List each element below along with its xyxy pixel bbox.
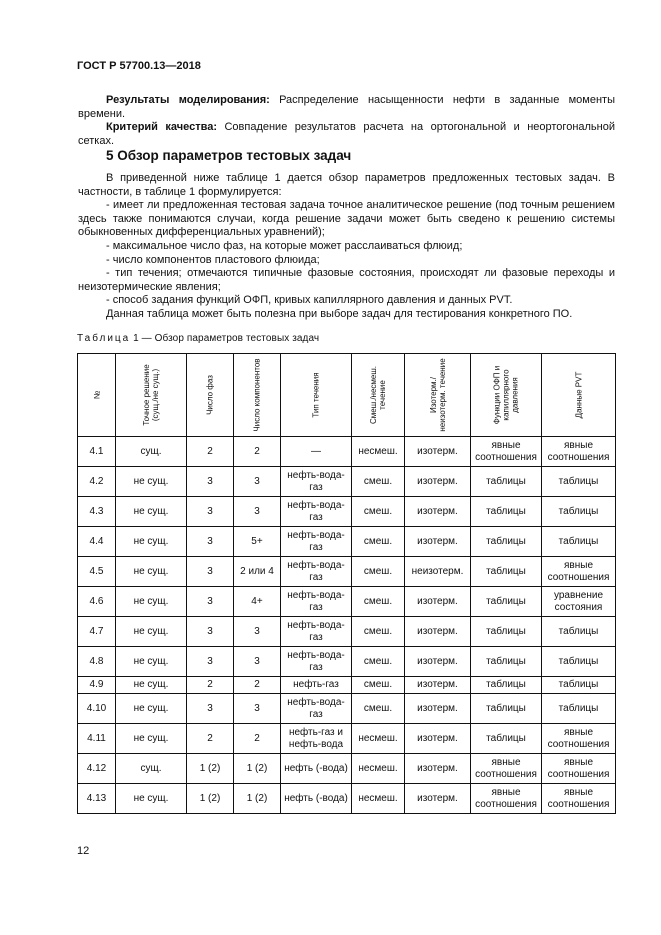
cell-component-count: 2: [234, 724, 281, 754]
cell-relperm: таблицы: [471, 694, 542, 724]
body-text: [78, 172, 615, 322]
table-row: [78, 784, 616, 814]
cell-isothermal: изотерм.: [405, 677, 471, 694]
cell-miscibility: смеш.: [352, 527, 405, 557]
cell-isothermal: изотерм.: [405, 527, 471, 557]
table-row: [78, 694, 616, 724]
cell-exact-solution: не сущ.: [116, 617, 187, 647]
cell-component-count: 1 (2): [234, 754, 281, 784]
header-cell: [405, 354, 471, 437]
cell-number: 4.8: [78, 647, 116, 677]
cell-number: 4.13: [78, 784, 116, 814]
cell-phase-count: 3: [187, 694, 234, 724]
cell-flow-type: нефть-вода-газ: [281, 647, 352, 677]
header-number: №: [92, 390, 101, 400]
cell-miscibility: смеш.: [352, 467, 405, 497]
cell-exact-solution: не сущ.: [116, 784, 187, 814]
cell-component-count: 2 или 4: [234, 557, 281, 587]
cell-flow-type: нефть-газ: [281, 677, 352, 694]
cell-exact-solution: сущ.: [116, 754, 187, 784]
cell-phase-count: 3: [187, 557, 234, 587]
cell-pvt: таблицы: [542, 694, 616, 724]
cell-flow-type: нефть-вода-газ: [281, 587, 352, 617]
cell-relperm: таблицы: [471, 467, 542, 497]
cell-number: 4.7: [78, 617, 116, 647]
cell-exact-solution: не сущ.: [116, 527, 187, 557]
cell-phase-count: 2: [187, 437, 234, 467]
cell-exact-solution: не сущ.: [116, 557, 187, 587]
cell-relperm: явные соотношения: [471, 784, 542, 814]
table-row: [78, 587, 616, 617]
criterion-text: Совпадение результатов расчета на ортогональной и неортогональной сетках.: [78, 121, 615, 147]
cell-flow-type: нефть-вода-газ: [281, 694, 352, 724]
cell-flow-type: нефть (-вода): [281, 754, 352, 784]
cell-miscibility: смеш.: [352, 647, 405, 677]
cell-flow-type: —: [281, 437, 352, 467]
document-header: ГОСТ Р 57700.13—2018: [77, 60, 201, 72]
table-row: [78, 754, 616, 784]
cell-flow-type: нефть-вода-газ: [281, 497, 352, 527]
cell-isothermal: изотерм.: [405, 694, 471, 724]
table-row: [78, 497, 616, 527]
table-caption-word: Таблица: [77, 333, 131, 344]
cell-pvt: уравнение состояния: [542, 587, 616, 617]
cell-miscibility: смеш.: [352, 557, 405, 587]
cell-phase-count: 1 (2): [187, 754, 234, 784]
parameters-table: [77, 353, 616, 814]
cell-component-count: 3: [234, 617, 281, 647]
criterion-label: Критерий качества:: [106, 121, 218, 133]
cell-number: 4.5: [78, 557, 116, 587]
cell-miscibility: смеш.: [352, 677, 405, 694]
criterion-paragraph: [78, 121, 615, 148]
header-cell: [281, 354, 352, 437]
table-caption: [77, 333, 319, 344]
intro-paragraph: В приведенной ниже таблице 1 дается обзор параметров предложенных тестовых задач. В частности, в таблице 1 формулируется:: [78, 172, 615, 198]
cell-flow-type: нефть-вода-газ: [281, 617, 352, 647]
cell-isothermal: изотерм.: [405, 784, 471, 814]
header-isothermal: Изотерм./неизотерм. течение: [428, 358, 447, 432]
cell-phase-count: 2: [187, 724, 234, 754]
cell-exact-solution: сущ.: [116, 437, 187, 467]
cell-isothermal: изотерм.: [405, 437, 471, 467]
header-pvt-data: Данные PVT: [574, 371, 583, 419]
cell-relperm: явные соотношения: [471, 437, 542, 467]
cell-pvt: явные соотношения: [542, 754, 616, 784]
cell-relperm: таблицы: [471, 724, 542, 754]
bullet-item: - способ задания функций ОФП, кривых капиллярного давления и данных PVT.: [106, 294, 513, 307]
header-exact-solution: Точное решение (сущ./не сущ.): [142, 364, 160, 426]
cell-isothermal: изотерм.: [405, 497, 471, 527]
cell-number: 4.1: [78, 437, 116, 467]
table-row: [78, 467, 616, 497]
cell-isothermal: изотерм.: [405, 754, 471, 784]
cell-isothermal: изотерм.: [405, 587, 471, 617]
table-caption-text: 1 — Обзор параметров тестовых задач: [130, 333, 320, 344]
cell-pvt: явные соотношения: [542, 557, 616, 587]
header-miscibility: Смеш./несмеш. течение: [369, 365, 387, 425]
bullet-item: - число компонентов пластового флюида;: [106, 253, 320, 266]
cell-number: 4.12: [78, 754, 116, 784]
cell-phase-count: 3: [187, 527, 234, 557]
cell-miscibility: несмеш.: [352, 754, 405, 784]
cell-miscibility: смеш.: [352, 617, 405, 647]
cell-flow-type: нефть-вода-газ: [281, 467, 352, 497]
cell-phase-count: 3: [187, 617, 234, 647]
cell-relperm: таблицы: [471, 557, 542, 587]
cell-isothermal: изотерм.: [405, 647, 471, 677]
cell-isothermal: изотерм.: [405, 724, 471, 754]
cell-flow-type: нефть-вода-газ: [281, 527, 352, 557]
cell-miscibility: смеш.: [352, 587, 405, 617]
cell-number: 4.4: [78, 527, 116, 557]
cell-isothermal: изотерм.: [405, 617, 471, 647]
cell-phase-count: 3: [187, 587, 234, 617]
cell-exact-solution: не сущ.: [116, 647, 187, 677]
header-relperm-functions: Функции ОФП и капиллярного давления: [492, 365, 520, 425]
cell-flow-type: нефть (-вода): [281, 784, 352, 814]
cell-relperm: явные соотношения: [471, 754, 542, 784]
header-cell: [234, 354, 281, 437]
cell-component-count: 3: [234, 497, 281, 527]
cell-relperm: таблицы: [471, 587, 542, 617]
header-phase-count: Число фаз: [205, 375, 215, 415]
cell-miscibility: смеш.: [352, 694, 405, 724]
header-flow-type: Тип течения: [311, 372, 321, 418]
cell-phase-count: 2: [187, 677, 234, 694]
bullet-item: - максимальное число фаз, на которые может расслаиваться флюид;: [106, 239, 463, 252]
cell-isothermal: изотерм.: [405, 467, 471, 497]
cell-flow-type: нефть-газ и нефть-вода: [281, 724, 352, 754]
cell-number: 4.6: [78, 587, 116, 617]
cell-pvt: таблицы: [542, 467, 616, 497]
cell-relperm: таблицы: [471, 497, 542, 527]
cell-exact-solution: не сущ.: [116, 587, 187, 617]
cell-pvt: таблицы: [542, 677, 616, 694]
header-cell: [471, 354, 542, 437]
cell-component-count: 2: [234, 677, 281, 694]
cell-exact-solution: не сущ.: [116, 467, 187, 497]
cell-flow-type: нефть-вода-газ: [281, 557, 352, 587]
cell-pvt: таблицы: [542, 647, 616, 677]
table-row: [78, 527, 616, 557]
table-row: [78, 647, 616, 677]
results-label: Результаты моделирования:: [106, 94, 270, 106]
cell-component-count: 5+: [234, 527, 281, 557]
results-text: Распределение насыщенности нефти в заданные моменты времени.: [78, 94, 615, 120]
header-cell: [116, 354, 187, 437]
cell-miscibility: несмеш.: [352, 724, 405, 754]
cell-phase-count: 3: [187, 647, 234, 677]
table-header-row: [78, 354, 616, 437]
cell-exact-solution: не сущ.: [116, 497, 187, 527]
table-row: [78, 557, 616, 587]
header-component-count: Число компонентов: [252, 358, 262, 432]
cell-isothermal: неизотерм.: [405, 557, 471, 587]
cell-pvt: таблицы: [542, 617, 616, 647]
cell-pvt: явные соотношения: [542, 437, 616, 467]
cell-phase-count: 3: [187, 467, 234, 497]
cell-exact-solution: не сущ.: [116, 694, 187, 724]
cell-number: 4.10: [78, 694, 116, 724]
cell-exact-solution: не сущ.: [116, 724, 187, 754]
cell-number: 4.11: [78, 724, 116, 754]
cell-number: 4.3: [78, 497, 116, 527]
table-row: [78, 617, 616, 647]
cell-relperm: таблицы: [471, 677, 542, 694]
cell-component-count: 3: [234, 647, 281, 677]
cell-component-count: 3: [234, 467, 281, 497]
cell-relperm: таблицы: [471, 527, 542, 557]
cell-component-count: 1 (2): [234, 784, 281, 814]
page-number: 12: [77, 845, 90, 857]
header-cell: [542, 354, 616, 437]
cell-miscibility: смеш.: [352, 497, 405, 527]
cell-phase-count: 1 (2): [187, 784, 234, 814]
cell-phase-count: 3: [187, 497, 234, 527]
section-title: 5 Обзор параметров тестовых задач: [106, 148, 352, 163]
cell-miscibility: несмеш.: [352, 437, 405, 467]
table-row: [78, 677, 616, 694]
cell-miscibility: несмеш.: [352, 784, 405, 814]
cell-number: 4.2: [78, 467, 116, 497]
cell-pvt: таблицы: [542, 497, 616, 527]
cell-relperm: таблицы: [471, 617, 542, 647]
cell-pvt: явные соотношения: [542, 784, 616, 814]
table-row: [78, 724, 616, 754]
cell-relperm: таблицы: [471, 647, 542, 677]
cell-component-count: 2: [234, 437, 281, 467]
bullet-item: - имеет ли предложенная тестовая задача точное аналитическое решение (под точным решением здесь также понимаются случаи, когда решение задачи может быть сведено к решению системы обыкновенных дифференциальных уравнений);: [78, 199, 615, 239]
table-row: [78, 437, 616, 467]
header-cell: [187, 354, 234, 437]
cell-component-count: 4+: [234, 587, 281, 617]
cell-exact-solution: не сущ.: [116, 677, 187, 694]
closing-paragraph: Данная таблица может быть полезна при выборе задач для тестирования конкретного ПО.: [106, 307, 573, 320]
cell-number: 4.9: [78, 677, 116, 694]
cell-pvt: явные соотношения: [542, 724, 616, 754]
header-cell: [78, 354, 116, 437]
bullet-item: - тип течения; отмечаются типичные фазовые состояния, происходят ли фазовые переходы и неизотермические явления;: [78, 267, 615, 293]
cell-component-count: 3: [234, 694, 281, 724]
cell-pvt: таблицы: [542, 527, 616, 557]
header-cell: [352, 354, 405, 437]
results-paragraph: [78, 94, 615, 121]
